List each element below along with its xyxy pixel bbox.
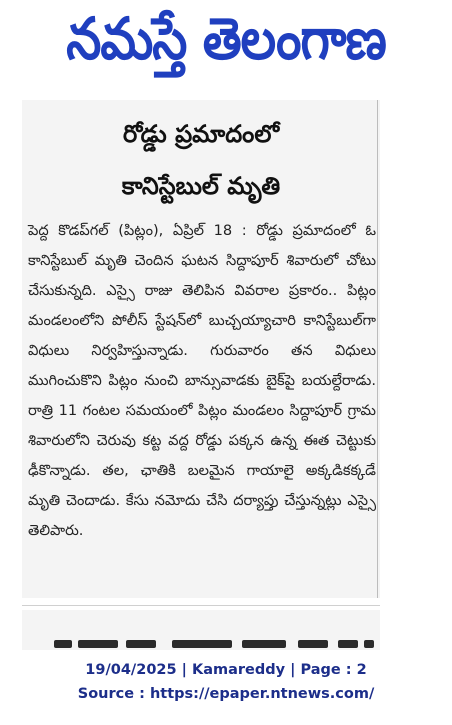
headline-line-1: రోడ్డు ప్రమాదంలో	[122, 120, 280, 148]
edition-info: 19/04/2025 | Kamareddy | Page : 2	[85, 662, 367, 678]
headline-line-2: కానిస్టేబుల్ మృతి	[121, 172, 281, 200]
article-body: పెద్ద కొడప్‌గల్ (పిట్లం), ఏప్రిల్ 18 : రోడ్డు ప్రమాదంలో ఓ కానిస్టేబుల్ మృతి చెందిన ఘటన సిద్దాపూర్ శివారులో చోటు చేసుకున్నది. ఎస్సై రాజు తెలిపిన వివరాల ప్రకారం.. పిట్లం మండలంలోని పోలీస్ స్టేషన్‌లో బుచ్చయ్యాచారి కానిస్టేబుల్‌గా విధులు నిర్వహిస్తున్నాడు. గురువారం తన విధులు ముగించుకొని పిట్లం నుంచి బాన్సువాడకు బైక్‌పై బయల్దేరాడు. రాత్రి 11 గంటల సమయంలో పిట్లం మండలం సిద్దాపూర్ గ్రామ శివారులోని చెరువు కట్ట వద్ద రోడ్డు పక్కన ఉన్న ఈత చెట్టుకు ఢీకొన్నాడు. తల, ఛాతికి బలమైన గాయాలై అక్కడికక్కడే మృతి చెందాడు. కేసు నమోదు చేసి దర్యాప్తు చేస్తున్నట్లు ఎస్సై తెలిపారు.	[28, 222, 376, 539]
next-article-fragment	[22, 610, 380, 650]
cropped-headline-fragment	[22, 638, 380, 650]
newspaper-logo-title: నమస్తే తెలంగాణ	[66, 5, 386, 72]
source-link[interactable]: Source : https://epaper.ntnews.com/	[77, 686, 375, 702]
masthead	[0, 0, 452, 92]
article-divider	[22, 605, 380, 606]
article-clipping	[22, 100, 380, 598]
